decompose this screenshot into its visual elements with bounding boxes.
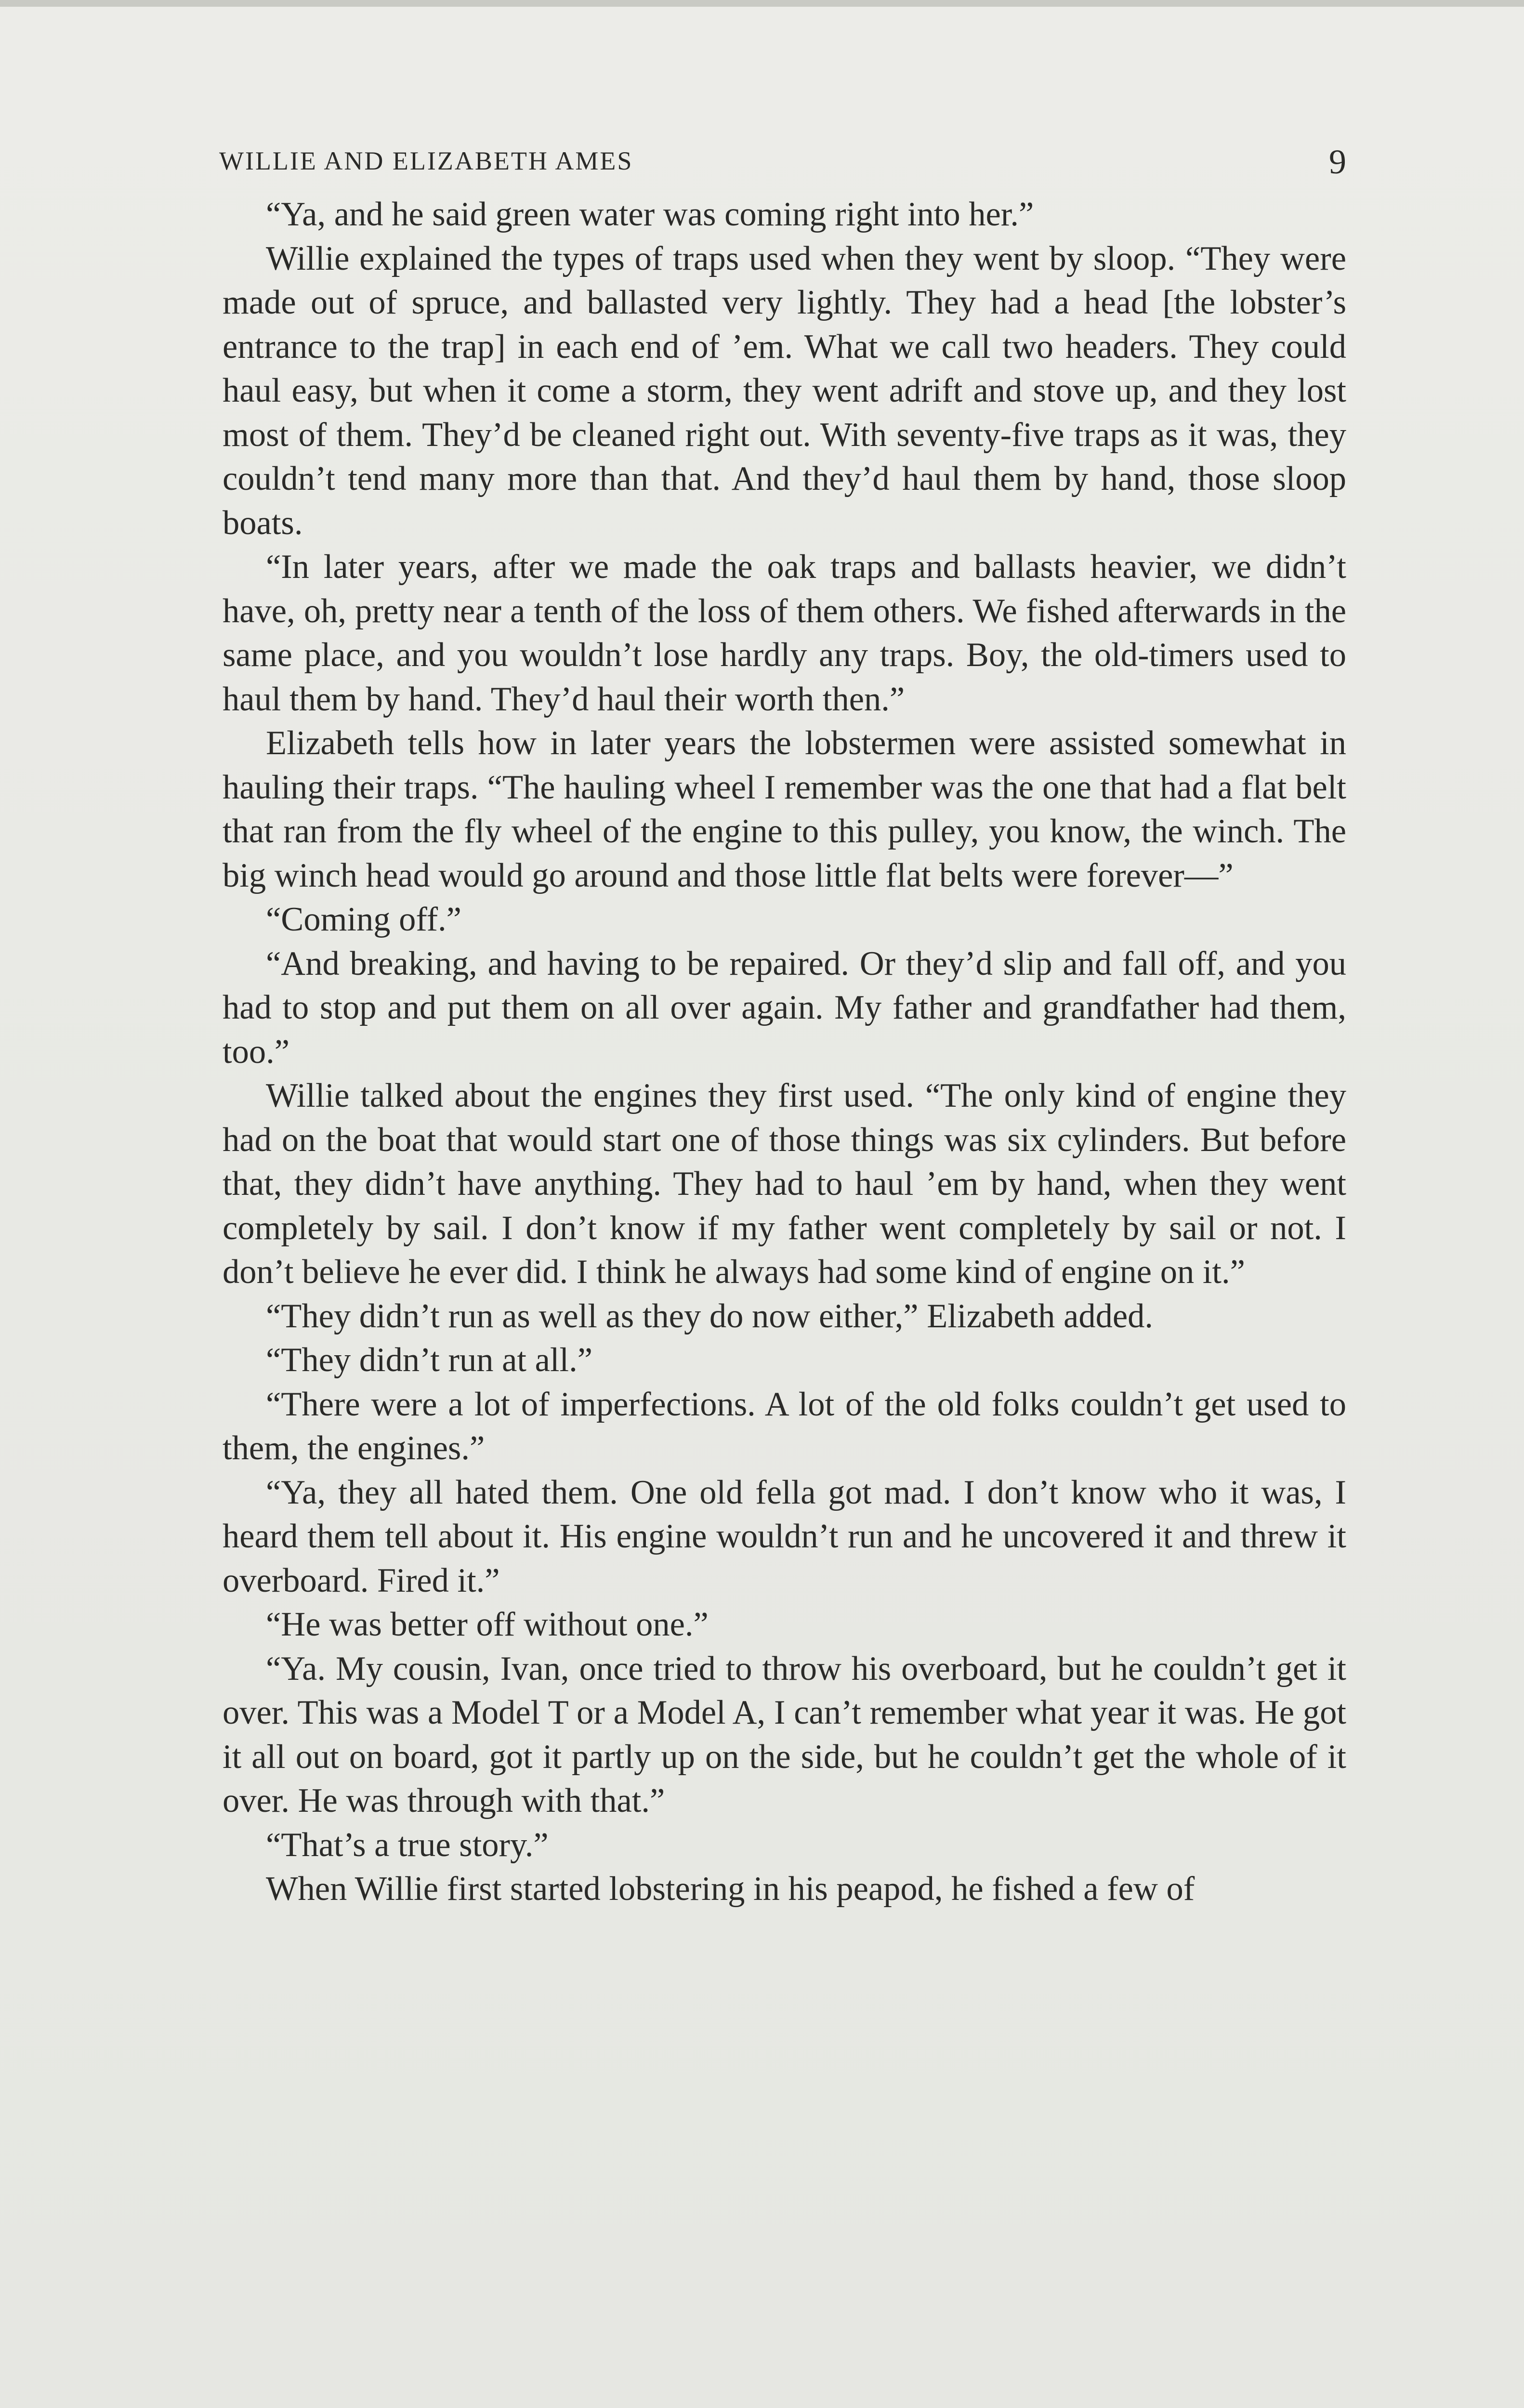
paragraph: “They didn’t run as well as they do now either,” Elizabeth added. bbox=[266, 1297, 1153, 1335]
paragraph: Willie talked about the engines they first used. “The only kind of engine they had on the boat that would start one of those things was six cylinders. But before that, they didn’t have anything. They had to haul ’em by hand, when they went completely by sail. I don’t know if my father went completely by sail or not. I don’t believe he ever did. I think he always had some kind of engine on it.” bbox=[223, 1077, 1346, 1291]
paragraph: “There were a lot of imperfections. A lot of the old folks couldn’t get used to them, the engines.” bbox=[223, 1385, 1346, 1467]
paragraph: “In later years, after we made the oak traps and ballasts heavier, we didn’t have, oh, pretty near a tenth of the loss of them others. We fished afterwards in the same place, and you wouldn’t lose hardly any traps. Boy, the old-timers used to haul them by hand. They’d haul their worth then.” bbox=[223, 548, 1346, 718]
paragraph: Willie explained the types of traps used when they went by sloop. “They were made out of spruce, and ballasted very lightly. They had a head [the lobster’s entrance to the trap] in each end of ’em. What we call two headers. They could haul easy, but when it come a storm, they went adrift and stove up, and they lost most of them. They’d be cleaned right out. With seventy-five traps as it was, they couldn’t tend many more than that. And they’d haul them by hand, those sloop boats. bbox=[223, 239, 1346, 542]
running-head bbox=[219, 142, 1346, 181]
page-number: 9 bbox=[1329, 143, 1346, 181]
body-text bbox=[223, 193, 1346, 1911]
paragraph: “Coming off.” bbox=[266, 901, 461, 938]
paragraph: Elizabeth tells how in later years the lobstermen were assisted somewhat in hauling their traps. “The hauling wheel I remember was the one that had a flat belt that ran from the fly wheel of the engine to this pulley, you know, the winch. The big winch head would go around and those little flat belts were forever—” bbox=[223, 724, 1346, 894]
paragraph: When Willie first started lobstering in his peapod, he fished a few of bbox=[266, 1870, 1195, 1908]
page-top-edge bbox=[0, 0, 1524, 7]
paragraph: “They didn’t run at all.” bbox=[266, 1341, 593, 1379]
paragraph: “And breaking, and having to be repaired. Or they’d slip and fall off, and you had to stop and put them on all over again. My father and grandfather had them, too.” bbox=[223, 944, 1346, 1071]
paragraph: “That’s a true story.” bbox=[266, 1826, 549, 1864]
paragraph: “Ya. My cousin, Ivan, once tried to throw his overboard, but he couldn’t get it over. This was a Model T or a Model A, I can’t remember what year it was. He got it all out on board, got it partly up on the side, but he couldn’t get the whole of it over. He was through with that.” bbox=[223, 1649, 1346, 1819]
paragraph: “He was better off without one.” bbox=[266, 1606, 709, 1643]
running-head-title: WILLIE AND ELIZABETH AMES bbox=[219, 146, 633, 175]
paragraph: “Ya, they all hated them. One old fella got mad. I don’t know who it was, I heard them tell about it. His engine wouldn’t run and he uncovered it and threw it overboard. Fired it.” bbox=[223, 1473, 1346, 1599]
paragraph: “Ya, and he said green water was coming right into her.” bbox=[266, 196, 1034, 233]
